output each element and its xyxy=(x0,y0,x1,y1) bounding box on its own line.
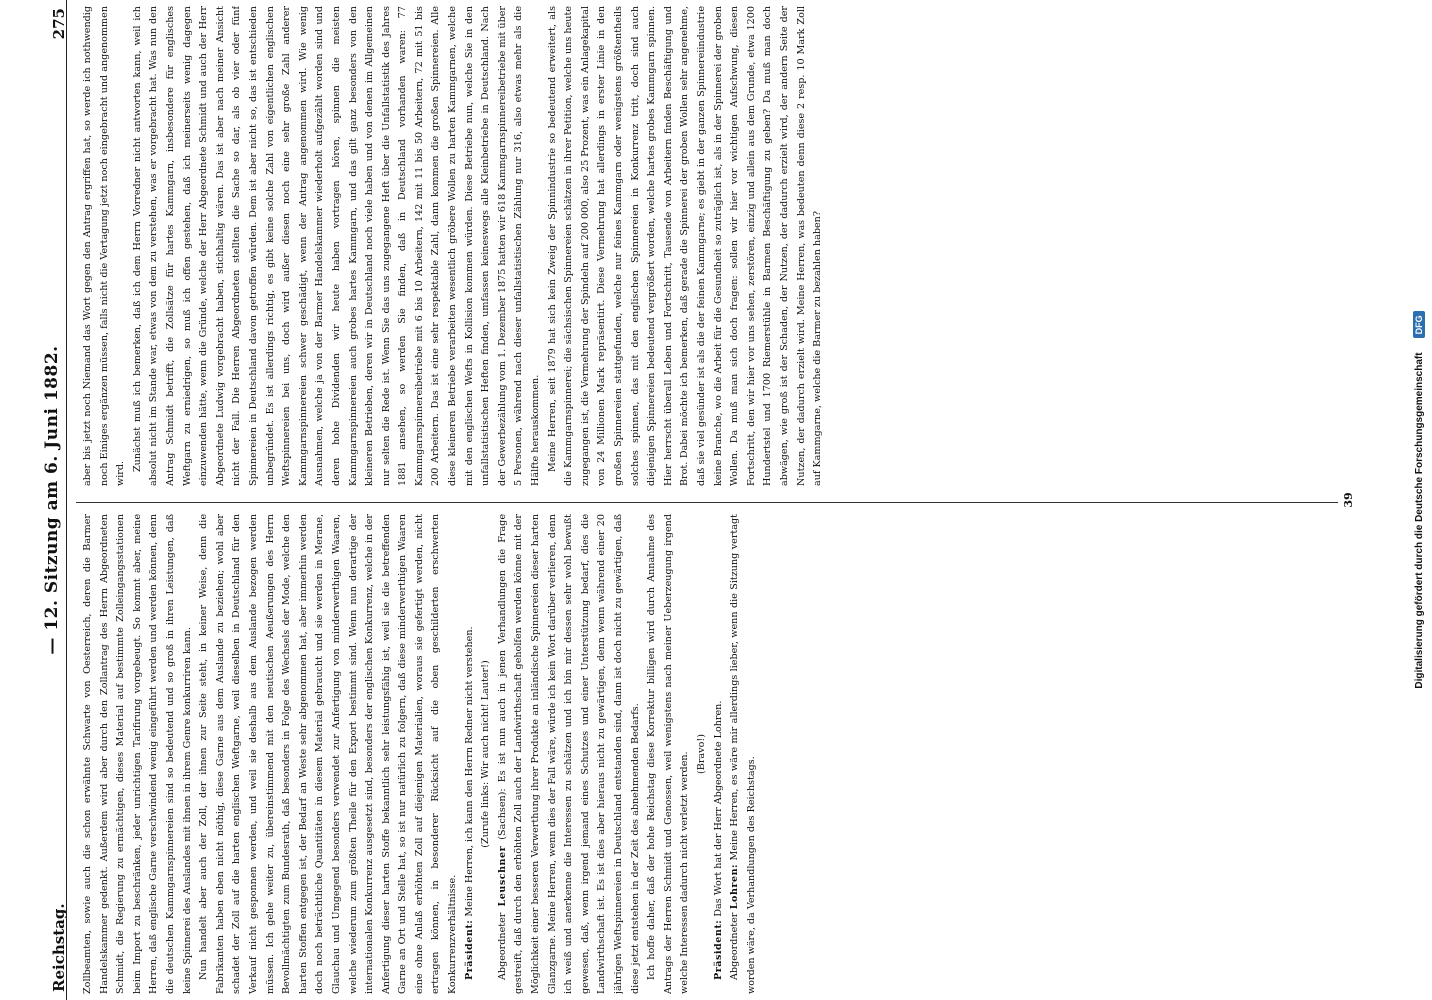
credit-text: Digitalisierung gefördert durch die Deutsche Forschungsgemeinschaft xyxy=(1413,352,1425,689)
dfg-logo: DFG xyxy=(1413,311,1425,338)
remark-text: Das Wort hat der Herr Abgeordnete Lohren. xyxy=(712,700,724,917)
paragraph: aber bis jetzt noch Niemand das Wort gegen den Antrag ergriffen hat, so werde ich nothwendig noch Einiges ergänzen müssen, falls nicht die Vertagung jetzt noch eingebracht und angenommen wird. xyxy=(82,6,127,486)
column-divider xyxy=(76,502,1338,503)
page-header xyxy=(0,0,70,1000)
applause: (Bravo!) xyxy=(695,734,707,774)
paragraph: Zollbeamten, sowie auch die schon erwähnte Schwarte von Oesterreich, deren die Barmer Handelskammer gedenkt. Außerdem wird aber durch den Zollantrag des Herrn Abgeordneten Schmidt, die Regierung zu ermächtigen, dieses Material auf bestimmte Zolleingangsstationen beim Import zu beschränken, jeder unrichtigen Tarifirung vorgebeugt. So kommt aber, meine Herren, daß englische Garne verschwindend wenig eingeführt werden und werden können, denn die deutschen Kammgarnspinnereien sind so bedeutend und so groß in ihren Leistungen, daß keine Spinnerei des Auslandes mit ihnen in ihrem Genre konkurriren kann. xyxy=(82,514,193,994)
paragraph: Meine Herren, seit 1879 hat sich kein Zweig der Spinnindustrie so bedeutend erweitert, als die Kammgarnspinnerei; die sächsischen Spinnereien schätzen in ihrer Petition, welche uns heute zugegangen ist, die Vermehrung der Spindeln auf 200 000, also 25 Prozent, was ein Anlagekapital von 24 Millionen Mark repräsentirt. Diese Vermehrung hat allerdings in erster Linie in den großen Spinnereien stattgefunden, welche nur feines Kammgarn oder wenigstens größtentheils solches spinnen, das mit den englischen Spinnereien in Konkurrenz tritt, doch sind auch diejenigen Spinnereien bedeutend vergrößert worden, welche hartes grobes Kammgarn spinnen. Hier herrscht überall Leben und Fortschritt, Tausende von Arbeitern finden Beschäftigung und Brot. Dabei möchte ich bemerken, daß gerade die Spinnerei der groben Wollen sehr angenehme, daß sie viel gesünder ist als die der feinen Kammgarne; es giebt in der ganzen Spinnereiindustrie keine Branche, wo die Arbeit für die Gesundheit so zuträglich ist, als in der Spinnerei der groben Wollen. Da muß man sich doch fragen: sollen wir hier vor wichtigen Aufschwung, diesen Fortschritt, den wir hier vor uns sehen, zerstören, einzig und allein aus dem Grunde, etwa 1200 Hundertstel und 1700 Riemerstühle in Barmen Beschäftigung zu geben? Da muß man doch abwägen, wie groß ist der Schaden, der Nutzen, der dadurch erzielt wird, der andern Seite der Nutzen, der dadurch erzielt wird. Meine Herren, was bedeuten denn diese 2 resp. 10 Mark Zoll auf Kammgarne, welche die Barmer zu bezahlen haben? xyxy=(546,6,824,486)
remark-text: Meine Herren, ich kann den Herrn Redner nicht verstehen. xyxy=(463,626,475,917)
header-publication: Reichstag. xyxy=(50,903,68,992)
speech-text: Meine Herren, es wäre mir allerdings lieber, wenn die Sitzung vertagt worden wäre, da Verhandlungen des Reichstags. xyxy=(729,514,757,994)
left-column xyxy=(80,514,1338,994)
signature-mark: 39 xyxy=(1342,492,1355,508)
heckle: (Zurufe links: Wir auch nicht! Lauter!) xyxy=(480,660,492,848)
paragraph: Nun handelt aber auch der Zoll, der ihnen zur Seite steht, in keiner Weise, denn die Fabrikanten haben eben nicht nöthig, diese Garne aus dem Auslande zu beziehen; wohl aber schadet der Zoll auf die harten englischen Weftgarne, weil dieselben in Deutschland für den Verkauf nicht gesponnen werden, und weil sie deshalb aus dem Auslande bezogen werden müssen. Ich gehe weiter zu, übereinstimmend mit den neutischen Aeußerungen des Herrn Bevollmächtigten zum Bundesrath, daß besonders in Folge des Wechsels der Mode, welche den harten Stoffen entgegen ist, der Bedarf an Weste sehr abgenommen hat, aber immerhin werden doch noch beträchtliche Quantitäten in diesem Material gebraucht und sie werden in Merane, Glauchau und Umgegend besonders verwendet zur Anfertigung von minderwerthigen Waaren, welche wiederum zum größten Theile für den Export bestimmt sind. Wenn nun derartige der internationalen Konkurrenz ausgesetzt sind, besonders der englischen Konkurrenz, welche in der Anfertigung dieser harten Stoffe bekanntlich sehr leistungsfähig ist, weil sie die betreffenden Garne an Ort und Stelle hat, so ist nur natürlich zu folgern, daß diese minderwerthigen Waaren eine ohne Anlaß erhöhten Zoll auf diejenigen Materialien, woraus sie gefertigt werden, nicht ertragen können, in besonderer Rücksicht auf die oben geschilderten erschwerten Konkurrenzverhältnisse. xyxy=(198,514,459,994)
header-session: — 12. Sitzung am 6. Juni 1882. xyxy=(42,345,62,655)
page-number: 275 xyxy=(50,8,68,40)
president-remark xyxy=(462,514,479,994)
paragraph: Ich hoffe daher, daß der hohe Reichstag diese Korrektur billigen wird durch Annahme des Antrags der Herren Schmidt und Genossen, weil wenigstens nach meiner Ueberzeugung irgend welche Interessen dadurch nicht verletzt werden. xyxy=(646,514,691,994)
speech-text: (Sachsen): Es ist nun auch in jenen Verhandlungen die Frage gestreift, daß durch den erhöhten Zoll auch der Landwirthschaft geholfen werden könne mit der Möglichkeit einer besseren Verwerthung ihrer Produkte an inländische Spinnereien dieser harten Glanzgarne. Meine Herren, wenn dies der Fall wäre, würde ich kein Wort darüber verlieren, denn ich weiß und anerkenne die Interessen zu schätzen und ich bin mir dessen sehr wohl bewußt gewesen, daß, wenn irgend jemand eines Schutzes und einer Unterstützung bedarf, dies die Landwirthschaft ist. Es ist dies aber hieraus nicht zu gewärtigen, denn wenn während einer 20 jährigen Weftspinnereien in Deutschland entstanden sind, dann ist doch nicht zu gewärtigen, daß diese jetzt entstehen in der Zeit des abnehmenden Bedarfs. xyxy=(496,514,641,994)
header-rule xyxy=(66,0,67,1000)
paragraph: Zunächst muß ich bemerken, daß ich dem Herrn Vorredner nicht antworten kann, weil ich absolut nicht im Stande war, etwas von dem zu verstehen, was er vorgebracht hat. Was nun den Antrag Schmidt betrifft, die Zollsätze für hartes Kammgarn, insbesondere für englisches Weftgarn zu erniedrigen, so muß ich offen gestehen, daß ich meinerseits wenig dagegen einzuwenden hätte, wenn die Gründe, welche der Herr Abgeordnete Schmidt und auch der Herr Abgeordnete Ludwig vorgebracht haben, stichhaltig wären. Das ist aber nach meiner Ansicht nicht der Fall. Die Herren Abgeordneten stellten die Sache so dar, als ob vier oder fünf Spinnereien in Deutschland davon getroffen würden. Dem ist aber nicht so, das ist entschieden unbegründet. Es ist allerdings richtig, es gibt keine solche Zahl von eigentlichen englischen Weftspinnereien bei uns, doch wird außer diesen noch eine sehr große Zahl anderer Kammgarnspinnereien schwer geschädigt, wenn der Antrag angenommen wird. Wie wenig Ausnahmen, welche ja von der Barmer Handelskammer wiederholt aufgezählt worden sind und deren hohe Dividenden wir heute haben vortragen hören, spinnen die meisten Kammgarnspinnereien auch grobes hartes Kammgarn, und das gilt ganz besonders von den kleineren Betrieben, deren wir in Deutschland noch viele haben und von denen im Allgemeinen nur selten die Rede ist. Wenn Sie das uns zugegangene Heft über die Unfallstatistik des Jahres 1881 ansehen, so werden Sie finden, daß in Deutschland vorhanden waren: 77 Kammgarnspinnereibetriebe mit 6 bis 10 Arbeitern, 142 mit 11 bis 50 Arbeitern, 72 mit 51 bis 200 Arbeitern. Das ist eine sehr respektable Zahl, dann kommen die großen Spinnereien. Alle diese kleineren Betriebe verarbeiten wesentlich gröbere Wollen zu harten Kammgarnen, welche mit den englischen Wefts in Kollision kommen würden. Diese Betriebe nun, welche Sie in den unfallstatistischen Heften finden, umfassen keineswegs alle Kleinbetriebe in Deutschland. Nach der Gewerbezählung vom 1. Dezember 1875 hatten wir 618 Kammgarnspinnereibetriebe mit über 5 Personen, während nach dieser unfallstatistischen Zählung nur 316, also etwas mehr als die Hälfte herauskommen. xyxy=(131,6,542,486)
digitization-credit xyxy=(1406,0,1432,1000)
speaker-prefix: Abgeordneter xyxy=(729,912,741,980)
right-column xyxy=(80,6,1338,486)
speech-paragraph xyxy=(495,514,644,994)
president-remark xyxy=(711,514,728,994)
speaker-label: Lohren: xyxy=(729,863,741,910)
speaker-label: Präsident: xyxy=(463,919,475,980)
speaker-label: Leuschner xyxy=(496,845,508,907)
speaker-label: Präsident: xyxy=(712,919,724,980)
speech-paragraph xyxy=(727,514,760,994)
speaker-prefix: Abgeordneter xyxy=(496,912,508,980)
